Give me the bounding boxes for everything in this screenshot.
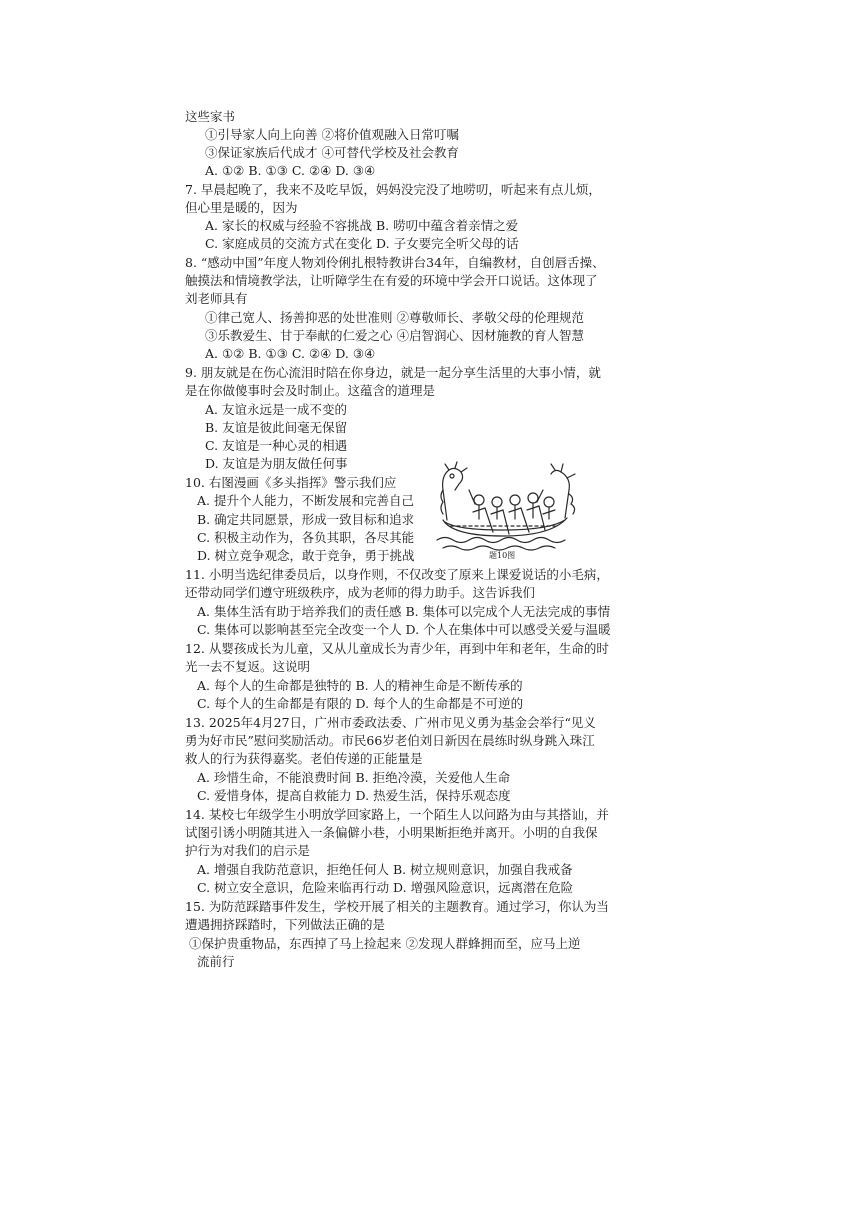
q8-option-line: ③乐教爱生、甘于奉献的仁爱之心 ④启智润心、因材施教的育人智慧 [205,328,584,343]
q13-option-line: C. 爱惜身体，提高自救能力 D. 热爱生活，保持乐观态度 [197,788,511,803]
q8-stem: 刘老师具有 [185,291,248,306]
q9-stem: 9. 朋友就是在伤心流泪时陪在你身边，就是一起分享生活里的大事小情，就 [185,365,601,380]
q9-option: C. 友谊是一种心灵的相遇 [205,438,348,453]
dragon-boat-cartoon [433,460,581,556]
q8-stem: 8. “感动中国”年度人物刘伶俐扎根特教讲台34年，自编教材，自创唇舌操、 [185,255,605,270]
q15-option-line: ①保护贵重物品，东西掉了马上捡起来 ②发现人群蜂拥而至，应马上逆 [189,936,581,951]
q8-stem: 触摸法和情境教学法，让听障学生在有爱的环境中学会开口说话。这体现了 [185,273,598,288]
q10-option: C. 积极主动作为，各负其职，各尽其能 [197,530,415,545]
q13-stem: 救人的行为获得嘉奖。老伯传递的正能量是 [185,751,423,766]
q14-option-line: A. 增强自我防范意识，拒绝任何人 B. 树立规则意识，加强自我戒备 [197,862,573,877]
q12-stem: 光一去不复返。这说明 [185,659,311,674]
q12-option-line: C. 每个人的生命都是有限的 D. 每个人的生命都是不可逆的 [197,696,524,711]
q14-stem: 护行为对我们的启示是 [185,843,311,858]
q6-option-line: ①引导家人向上向善 ②将价值观融入日常叮嘱 [205,127,459,142]
q8-answer-line: A. ①② B. ①③ C. ②④ D. ③④ [205,346,376,361]
q11-stem: 11. 小明当选纪律委员后，以身作则，不仅改变了原来上课爱说话的小毛病， [185,567,609,582]
q12-stem: 12. 从婴孩成长为儿童，又从儿童成长为青少年，再到中年和老年，生命的时 [185,641,609,656]
q10-option: B. 确定共同愿景，形成一致目标和追求 [197,512,415,527]
q9-option: A. 友谊永远是一成不变的 [205,402,347,417]
intro-text: 这些家书 [185,109,236,124]
q7-option-line: A. 家长的权威与经验不容挑战 B. 唠叨中蕴含着亲情之爱 [205,218,519,233]
q7-stem: 但心里是暖的，因为 [185,200,298,215]
q11-option-line: A. 集体生活有助于培养我们的责任感 B. 集体可以完成个人无法完成的事情 [197,604,611,619]
q15-stem: 15. 为防范踩踏事件发生，学校开展了相关的主题教育。通过学习，你认为当 [185,899,609,914]
q15-stem: 遭遇拥挤踩踏时，下列做法正确的是 [185,917,386,932]
figure-caption: 题10图 [489,551,516,560]
q7-stem: 7. 早晨起晚了，我来不及吃早饭，妈妈没完没了地唠叨，听起来有点儿烦， [185,182,601,197]
q11-option-line: C. 集体可以影响甚至完全改变一个人 D. 个人在集体中可以感受关爱与温暖 [197,622,611,637]
q9-option: B. 友谊是彼此间毫无保留 [205,420,348,435]
q6-option-line: ③保证家族后代成才 ④可替代学校及社会教育 [205,145,459,160]
q13-option-line: A. 珍惜生命，不能浪费时间 B. 拒绝冷漠，关爱他人生命 [197,770,511,785]
q12-option-line: A. 每个人的生命都是独特的 B. 人的精神生命是不断传承的 [197,678,523,693]
q9-option: D. 友谊是为朋友做任何事 [205,456,348,471]
q11-stem: 还带动同学们遵守班级秩序，成为老师的得力助手。这告诉我们 [185,585,536,600]
q14-stem: 试图引诱小明随其进入一条偏僻小巷，小明果断拒绝并离开。小明的自我保 [185,825,598,840]
q10-option: A. 提升个人能力，不断发展和完善自己 [197,493,414,508]
q13-stem: 勇为好市民”慰问奖励活动。市民66岁老伯刘日新因在晨练时纵身跳入珠江 [185,733,595,748]
q13-stem: 13. 2025年4月27日，广州市委政法委、广州市见义勇为基金会举行“见义 [185,715,596,730]
q10-stem: 10. 右图漫画《多头指挥》警示我们应 [185,475,397,490]
q9-stem: 是在你做傻事时会及时制止。这蕴含的道理是 [185,383,436,398]
q15-option-line: 流前行 [197,954,235,969]
q14-stem: 14. 某校七年级学生小明放学回家路上，一个陌生人以问路为由与其搭讪，并 [185,807,609,822]
q14-option-line: C. 树立安全意识，危险来临再行动 D. 增强风险意识，远离潜在危险 [197,880,574,895]
q6-answer-line: A. ①② B. ①③ C. ②④ D. ③④ [205,163,376,178]
q10-option: D. 树立竞争观念，敢于竞争，勇于挑战 [197,548,415,563]
q7-option-line: C. 家庭成员的交流方式在变化 D. 子女要完全听父母的话 [205,236,519,251]
q8-option-line: ①律己宽人、扬善抑恶的处世准则 ②尊敬师长、孝敬父母的伦理规范 [205,310,584,325]
